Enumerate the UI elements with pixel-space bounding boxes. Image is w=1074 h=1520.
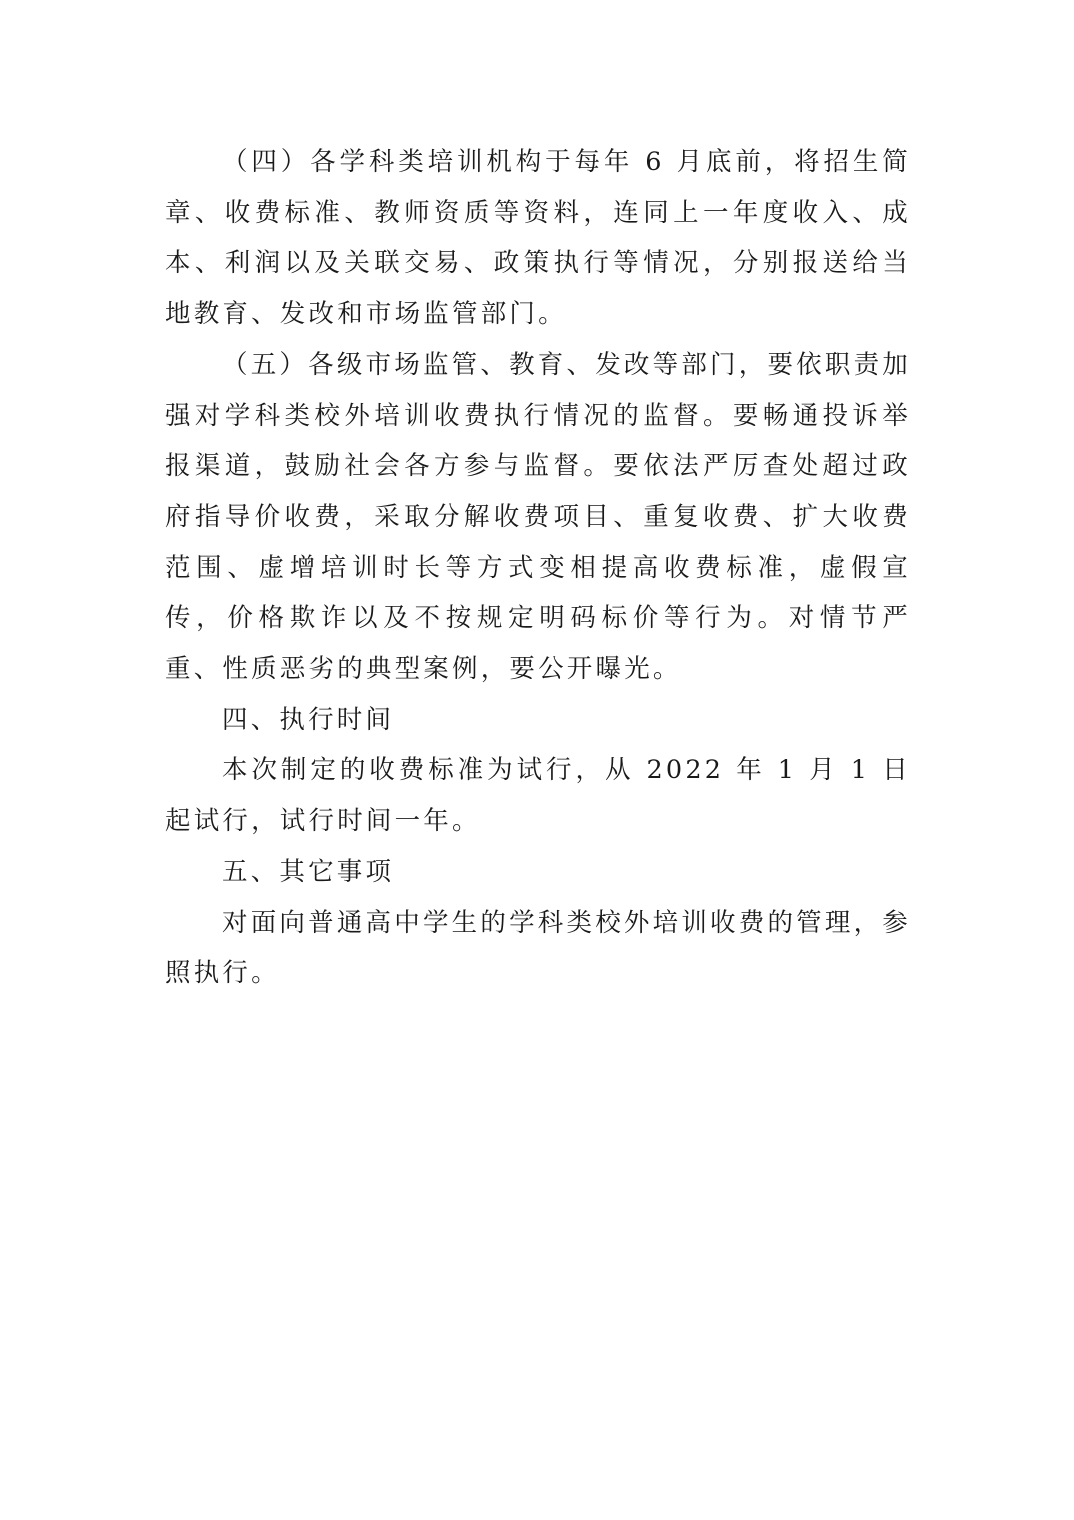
paragraph-other-matters: 对面向普通高中学生的学科类校外培训收费的管理，参照执行。 xyxy=(165,907,911,989)
section-heading-other-matters: 五、其它事项 xyxy=(222,856,395,887)
section-heading-execution-time: 四、执行时间 xyxy=(222,704,395,735)
paragraph-execution-time: 本次制定的收费标准为试行，从 2022 年 1 月 1 日起试行，试行时间一年。 xyxy=(165,755,911,837)
document-body xyxy=(165,137,911,999)
paragraph-item-4-reporting: （四）各学科类培训机构于每年 6 月底前，将招生简章、收费标准、教师资质等资料，连同上一年度收入、成本、利润以及关联交易、政策执行等情况，分别报送给当地教育、发改和市场监管部门。 xyxy=(165,147,911,330)
paragraph-item-5-supervision: （五）各级市场监管、教育、发改等部门，要依职责加强对学科类校外培训收费执行情况的监督。要畅通投诉举报渠道，鼓励社会各方参与监督。要依法严厉查处超过政府指导价收费，采取分解收费项目、重复收费、扩大收费范围、虚增培训时长等方式变相提高收费标准，虚假宣传，价格欺诈以及不按规定明码标价等行为。对情节严重、性质恶劣的典型案例，要公开曝光。 xyxy=(165,349,911,685)
